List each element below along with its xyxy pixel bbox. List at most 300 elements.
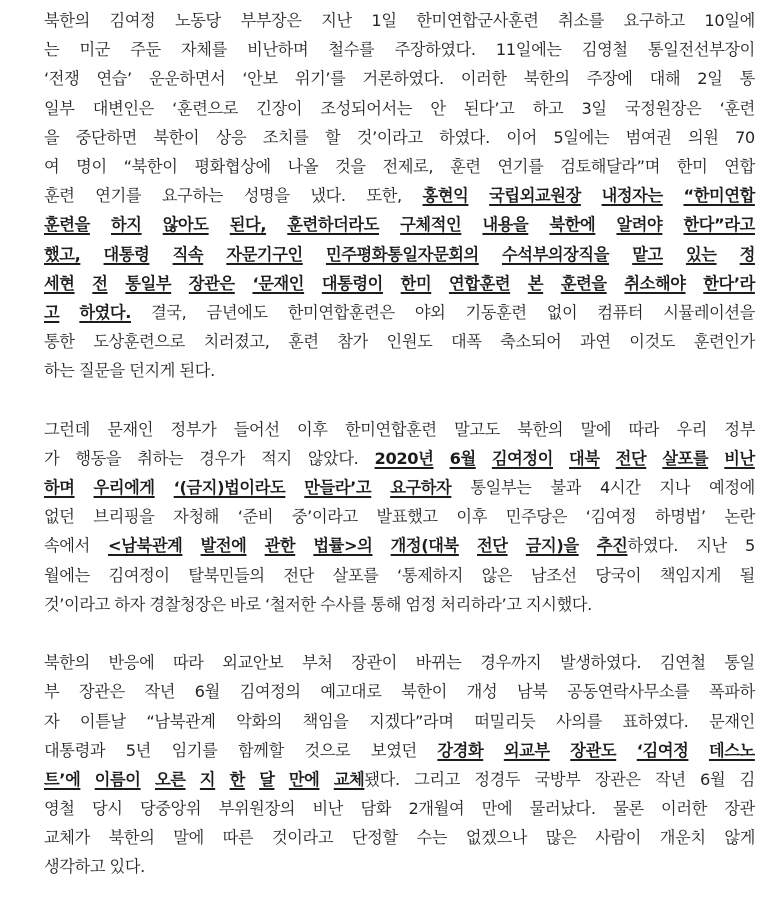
text-run: 시뮬레이션을 (663, 302, 755, 322)
text-run: 따른 (222, 828, 254, 848)
word (629, 415, 660, 444)
word (149, 64, 225, 93)
text-run: 경우가 (199, 448, 246, 468)
word (326, 240, 479, 269)
text-run: “북한이 (123, 156, 178, 176)
text-run: 바로 (230, 594, 261, 614)
emphasized-text: 법률>의 (313, 536, 373, 556)
word (553, 123, 609, 152)
word (405, 590, 436, 619)
text-run: 수사를 (320, 594, 367, 614)
word (724, 415, 755, 444)
emphasized-text: 대통령 (103, 244, 150, 264)
word (337, 327, 368, 356)
word (366, 181, 401, 210)
text-run: 정부가 (170, 419, 217, 439)
word (44, 269, 75, 298)
word (219, 794, 295, 823)
text-run: 예정에 (709, 478, 755, 497)
text-run: 적지 (261, 448, 292, 468)
text-run: ‘전쟁 (44, 69, 80, 89)
word (321, 6, 352, 35)
text-run: 비난하며 (247, 40, 309, 60)
text-run: 부부장은 (240, 11, 302, 30)
word (238, 502, 273, 531)
word (581, 415, 612, 444)
word (272, 823, 333, 852)
text-run: 말에 (173, 828, 204, 848)
text-run: 물론 (613, 799, 644, 819)
word (464, 94, 515, 123)
text-run: 않았다. (307, 448, 359, 468)
emphasized-text: 고 (44, 302, 60, 322)
emphasized-text: 한다”라고 (683, 215, 755, 235)
text-run: 거론하였다. (362, 69, 444, 89)
text-run: 안 (430, 98, 446, 118)
word (624, 6, 685, 35)
word (661, 794, 707, 823)
word (171, 415, 217, 444)
word (44, 648, 90, 677)
word (126, 736, 151, 765)
text-run: ‘안보 (242, 69, 278, 89)
text-line (44, 152, 755, 181)
text-run: 민주당은 (505, 507, 567, 527)
text-run: 결국, (151, 302, 187, 322)
word (226, 240, 302, 269)
text-run: 부처 (301, 653, 333, 673)
text-run: 김여정 (109, 11, 156, 30)
text-run: 중단하면 (75, 127, 137, 147)
text-run: 하는 (44, 361, 75, 381)
text-line (44, 794, 755, 823)
word (474, 765, 520, 794)
word (173, 502, 219, 531)
word (335, 152, 366, 181)
text-run: 북한의 (108, 828, 155, 848)
word (151, 298, 186, 327)
text-run: 북한의 (44, 11, 90, 30)
word (146, 707, 215, 736)
text-run: 없던 (44, 507, 75, 527)
text-run: 통일부는 (470, 478, 532, 497)
word (587, 64, 633, 93)
text-run: 경찰청장은 (149, 594, 226, 614)
text-run: 살포를 (332, 565, 379, 585)
text-line (44, 64, 755, 93)
word (44, 852, 105, 881)
word (44, 765, 80, 794)
word (477, 531, 508, 560)
word (292, 502, 358, 531)
word (310, 181, 345, 210)
word (325, 123, 340, 152)
word (696, 531, 727, 560)
word (96, 64, 131, 93)
emphasized-text: 국립외교원장 (489, 186, 581, 206)
text-run: 연습’ (96, 69, 132, 89)
text-run: 명이 (76, 156, 107, 176)
text-run: 5년 (125, 740, 151, 760)
word (304, 736, 350, 765)
word (173, 648, 204, 677)
word (547, 298, 578, 327)
text-run: 5일에는 (553, 127, 610, 147)
word (454, 415, 500, 444)
emphasized-text: 2020년 (374, 448, 434, 468)
text-run: 대통령과 (44, 740, 106, 760)
word (391, 531, 459, 560)
word (44, 6, 90, 35)
text-run: 북한의 (517, 419, 564, 439)
word (199, 444, 245, 473)
emphasized-text: 이름이 (94, 769, 141, 789)
word (252, 269, 304, 298)
text-run: 담화 (360, 799, 392, 819)
word (125, 269, 171, 298)
word (256, 94, 302, 123)
text-run: 한미연합훈련 (344, 419, 437, 439)
text-run: 없겠으나 (465, 828, 528, 848)
word (334, 765, 400, 794)
text-run: 김영철 (581, 40, 628, 60)
word (44, 823, 90, 852)
text-run: 운운하면서 (148, 69, 226, 89)
emphasized-text: “한미연합 (683, 186, 755, 206)
text-run: 훈련 (44, 186, 75, 206)
word (504, 736, 550, 765)
word (423, 181, 469, 210)
text-run: 통일전선부장이 (647, 40, 755, 60)
text-run: 상응 (215, 127, 247, 147)
paragraph-gap (44, 385, 755, 414)
text-run: 책임지게 (659, 565, 721, 585)
text-run: 국방부 (534, 769, 581, 789)
emphasized-text: 내용을 (482, 215, 529, 235)
word (265, 531, 296, 560)
word (137, 444, 183, 473)
emphasized-text: 우리에게 (93, 478, 155, 497)
emphasized-text: 한미 (400, 273, 432, 293)
text-run: 보였던 (370, 740, 417, 760)
text-run: 수는 (416, 828, 448, 848)
word (400, 210, 461, 239)
word (174, 473, 286, 502)
text-line (44, 181, 755, 210)
text-run: 일부 (44, 98, 75, 118)
text-run: 국정원장은 (624, 98, 702, 118)
text-run: 자청해 (173, 507, 220, 527)
word (397, 561, 463, 590)
emphasized-text: 만들라’고 (304, 478, 372, 497)
word (623, 707, 689, 736)
emphasized-text: 자문기구인 (226, 244, 303, 264)
word (247, 35, 308, 64)
word (560, 648, 641, 677)
text-run: 주장에 (586, 69, 633, 89)
text-run: 나올 (287, 156, 319, 176)
text-run: 미군 (79, 40, 111, 60)
word (482, 210, 528, 239)
word (530, 794, 596, 823)
word (482, 561, 513, 590)
emphasized-text: 하며 (44, 478, 75, 497)
text-run: 떠밀리듯 (474, 711, 536, 731)
word (44, 94, 75, 123)
word (582, 35, 628, 64)
text-run: 이후 (456, 507, 487, 527)
emphasized-text: 직속 (172, 244, 204, 264)
word (660, 561, 721, 590)
text-run: 된다. (179, 361, 215, 381)
emphasized-text: 하였다. (79, 302, 132, 322)
word (745, 531, 755, 560)
word (482, 794, 513, 823)
word (204, 327, 270, 356)
text-run: 개성 (466, 682, 498, 702)
text-line (44, 531, 755, 560)
text-line (44, 94, 755, 123)
word (500, 327, 561, 356)
word (595, 823, 641, 852)
word (95, 181, 141, 210)
word (394, 35, 475, 64)
text-run: 요구하고 (623, 11, 685, 30)
text-run: 조성되어서는 (320, 98, 413, 118)
emphasized-text: 알려야 (616, 215, 663, 235)
word (234, 415, 280, 444)
emphasized-text: 데스노 (708, 740, 755, 760)
text-line (44, 35, 755, 64)
emphasized-text: 않아도 (162, 215, 209, 235)
text-run: 당중앙위 (140, 799, 202, 819)
word (92, 794, 123, 823)
emphasized-text: 된다, (229, 215, 267, 235)
text-run: 6월 (700, 769, 726, 789)
word (93, 94, 154, 123)
text-run: 탈북민들의 (188, 565, 265, 585)
word (567, 677, 689, 706)
word (44, 181, 75, 210)
text-run: 지난 (321, 11, 352, 30)
text-run: 김여정의 (239, 682, 301, 702)
word (560, 152, 660, 181)
word (79, 677, 125, 706)
word (556, 707, 602, 736)
text-run: 한미 (676, 156, 708, 176)
text-run: “남북관계 (146, 711, 216, 731)
text-run: 함께할 (238, 740, 284, 760)
word (466, 823, 527, 852)
word (109, 561, 170, 590)
text-run: 장관 (724, 799, 755, 819)
word (450, 152, 481, 181)
text-line (44, 502, 755, 531)
emphasized-text: 추진 (596, 536, 628, 556)
word (502, 240, 609, 269)
word (111, 210, 142, 239)
word (153, 123, 199, 152)
word (456, 502, 487, 531)
word (200, 765, 215, 794)
text-run: 조치를 (262, 127, 309, 147)
text-line (44, 240, 755, 269)
word (600, 473, 641, 502)
word (655, 502, 706, 531)
word (230, 210, 266, 239)
word (110, 852, 145, 881)
word (194, 152, 270, 181)
text-run: ‘훈련 (719, 98, 755, 118)
emphasized-text: 세현 (44, 273, 75, 293)
text-line (44, 444, 755, 473)
word (735, 123, 755, 152)
word (172, 94, 238, 123)
word (740, 765, 755, 794)
text-run: 위기’를 (294, 69, 346, 89)
text-run: 브리핑을 (93, 507, 155, 527)
text-run: 반응에 (108, 653, 155, 673)
text-run: 정경두 (474, 769, 521, 789)
word (44, 736, 105, 765)
emphasized-text: 홍현익 (422, 186, 469, 206)
word (655, 765, 686, 794)
text-run: 당국이 (595, 565, 642, 585)
word (549, 210, 595, 239)
word (216, 123, 247, 152)
emphasized-text: 한 (229, 769, 245, 789)
text-run: 연기를 (497, 156, 544, 176)
word (439, 123, 490, 152)
word (44, 327, 75, 356)
word (130, 35, 161, 64)
word (496, 35, 562, 64)
word (363, 64, 444, 93)
emphasized-text: ‘김여정 (636, 740, 689, 760)
text-line (44, 561, 755, 590)
text-run: 하고 (532, 98, 564, 118)
text-line (44, 415, 755, 444)
word (724, 502, 755, 531)
word (683, 210, 754, 239)
text-run: 것을 (335, 156, 366, 176)
word (44, 590, 110, 619)
word (288, 298, 395, 327)
emphasized-text: 개정(대북 (390, 536, 459, 556)
emphasized-text: 비난 (724, 448, 755, 468)
text-run: 장관이 (351, 653, 398, 673)
text-run: 을 (44, 127, 60, 147)
text-run: 것’이라고 (356, 127, 423, 147)
text-run: 폭파하 (709, 682, 755, 702)
word (259, 765, 274, 794)
word (44, 210, 90, 239)
word (107, 415, 153, 444)
text-run: 말고도 (454, 419, 500, 439)
emphasized-text: 발전에 (200, 536, 247, 556)
text-run: 70 (734, 127, 755, 147)
text-line (44, 677, 755, 706)
word (244, 181, 290, 210)
text-run: 책임을 (302, 711, 349, 731)
word (740, 561, 755, 590)
word (44, 444, 59, 473)
text-run: 외교안보 (222, 653, 284, 673)
text-run: 또한, (366, 186, 402, 206)
text-run: 예고대로 (320, 682, 382, 702)
paragraph-gap (44, 619, 755, 648)
text-run: 대해 (649, 69, 681, 89)
word (686, 240, 717, 269)
emphasized-text: 전 (92, 273, 108, 293)
text-run: 만에 (481, 799, 513, 819)
text-run: 요구하는 (161, 186, 224, 206)
text-run: 이후 (297, 419, 328, 439)
word (44, 794, 75, 823)
text-run: 10일에 (704, 11, 755, 30)
word (517, 415, 563, 444)
word (95, 765, 141, 794)
text-run: 많은 (545, 828, 577, 848)
word (44, 502, 75, 531)
word (581, 94, 606, 123)
text-line (44, 765, 755, 794)
word (144, 677, 175, 706)
text-run: 엄정 (405, 594, 436, 614)
emphasized-text: 훈련하더라도 (287, 215, 379, 235)
word (93, 502, 154, 531)
text-run: 훈련 (288, 332, 319, 352)
emphasized-text: 맡고 (632, 244, 663, 264)
word (561, 269, 607, 298)
word (450, 444, 476, 473)
text-line (44, 736, 755, 765)
word (44, 473, 75, 502)
word (700, 765, 725, 794)
text-run: 훈련 (450, 156, 481, 176)
emphasized-text: <남북관계 (108, 536, 183, 556)
word (517, 677, 548, 706)
emphasized-text: 본 (527, 273, 544, 293)
word (580, 327, 611, 356)
word (304, 473, 371, 502)
word (93, 327, 185, 356)
word (240, 677, 301, 706)
word (195, 677, 220, 706)
word (352, 823, 398, 852)
word (637, 736, 689, 765)
emphasized-text: 장관은 (188, 273, 235, 293)
text-run: 지겠다”라며 (369, 711, 454, 731)
text-line (44, 210, 755, 239)
text-run: 3일 (581, 98, 607, 118)
text-run: 물러났다. (529, 799, 596, 819)
word (595, 561, 641, 590)
word (401, 269, 432, 298)
word (222, 648, 283, 677)
emphasized-text: 만에 (288, 769, 320, 789)
word (188, 561, 264, 590)
text-run: 북한의 (44, 653, 90, 673)
word (76, 152, 107, 181)
text-run: 김여정이 (108, 565, 170, 585)
text-run: 비난 (312, 799, 344, 819)
word (155, 765, 186, 794)
word (659, 473, 690, 502)
word (709, 707, 755, 736)
word (163, 210, 209, 239)
word (546, 823, 577, 852)
